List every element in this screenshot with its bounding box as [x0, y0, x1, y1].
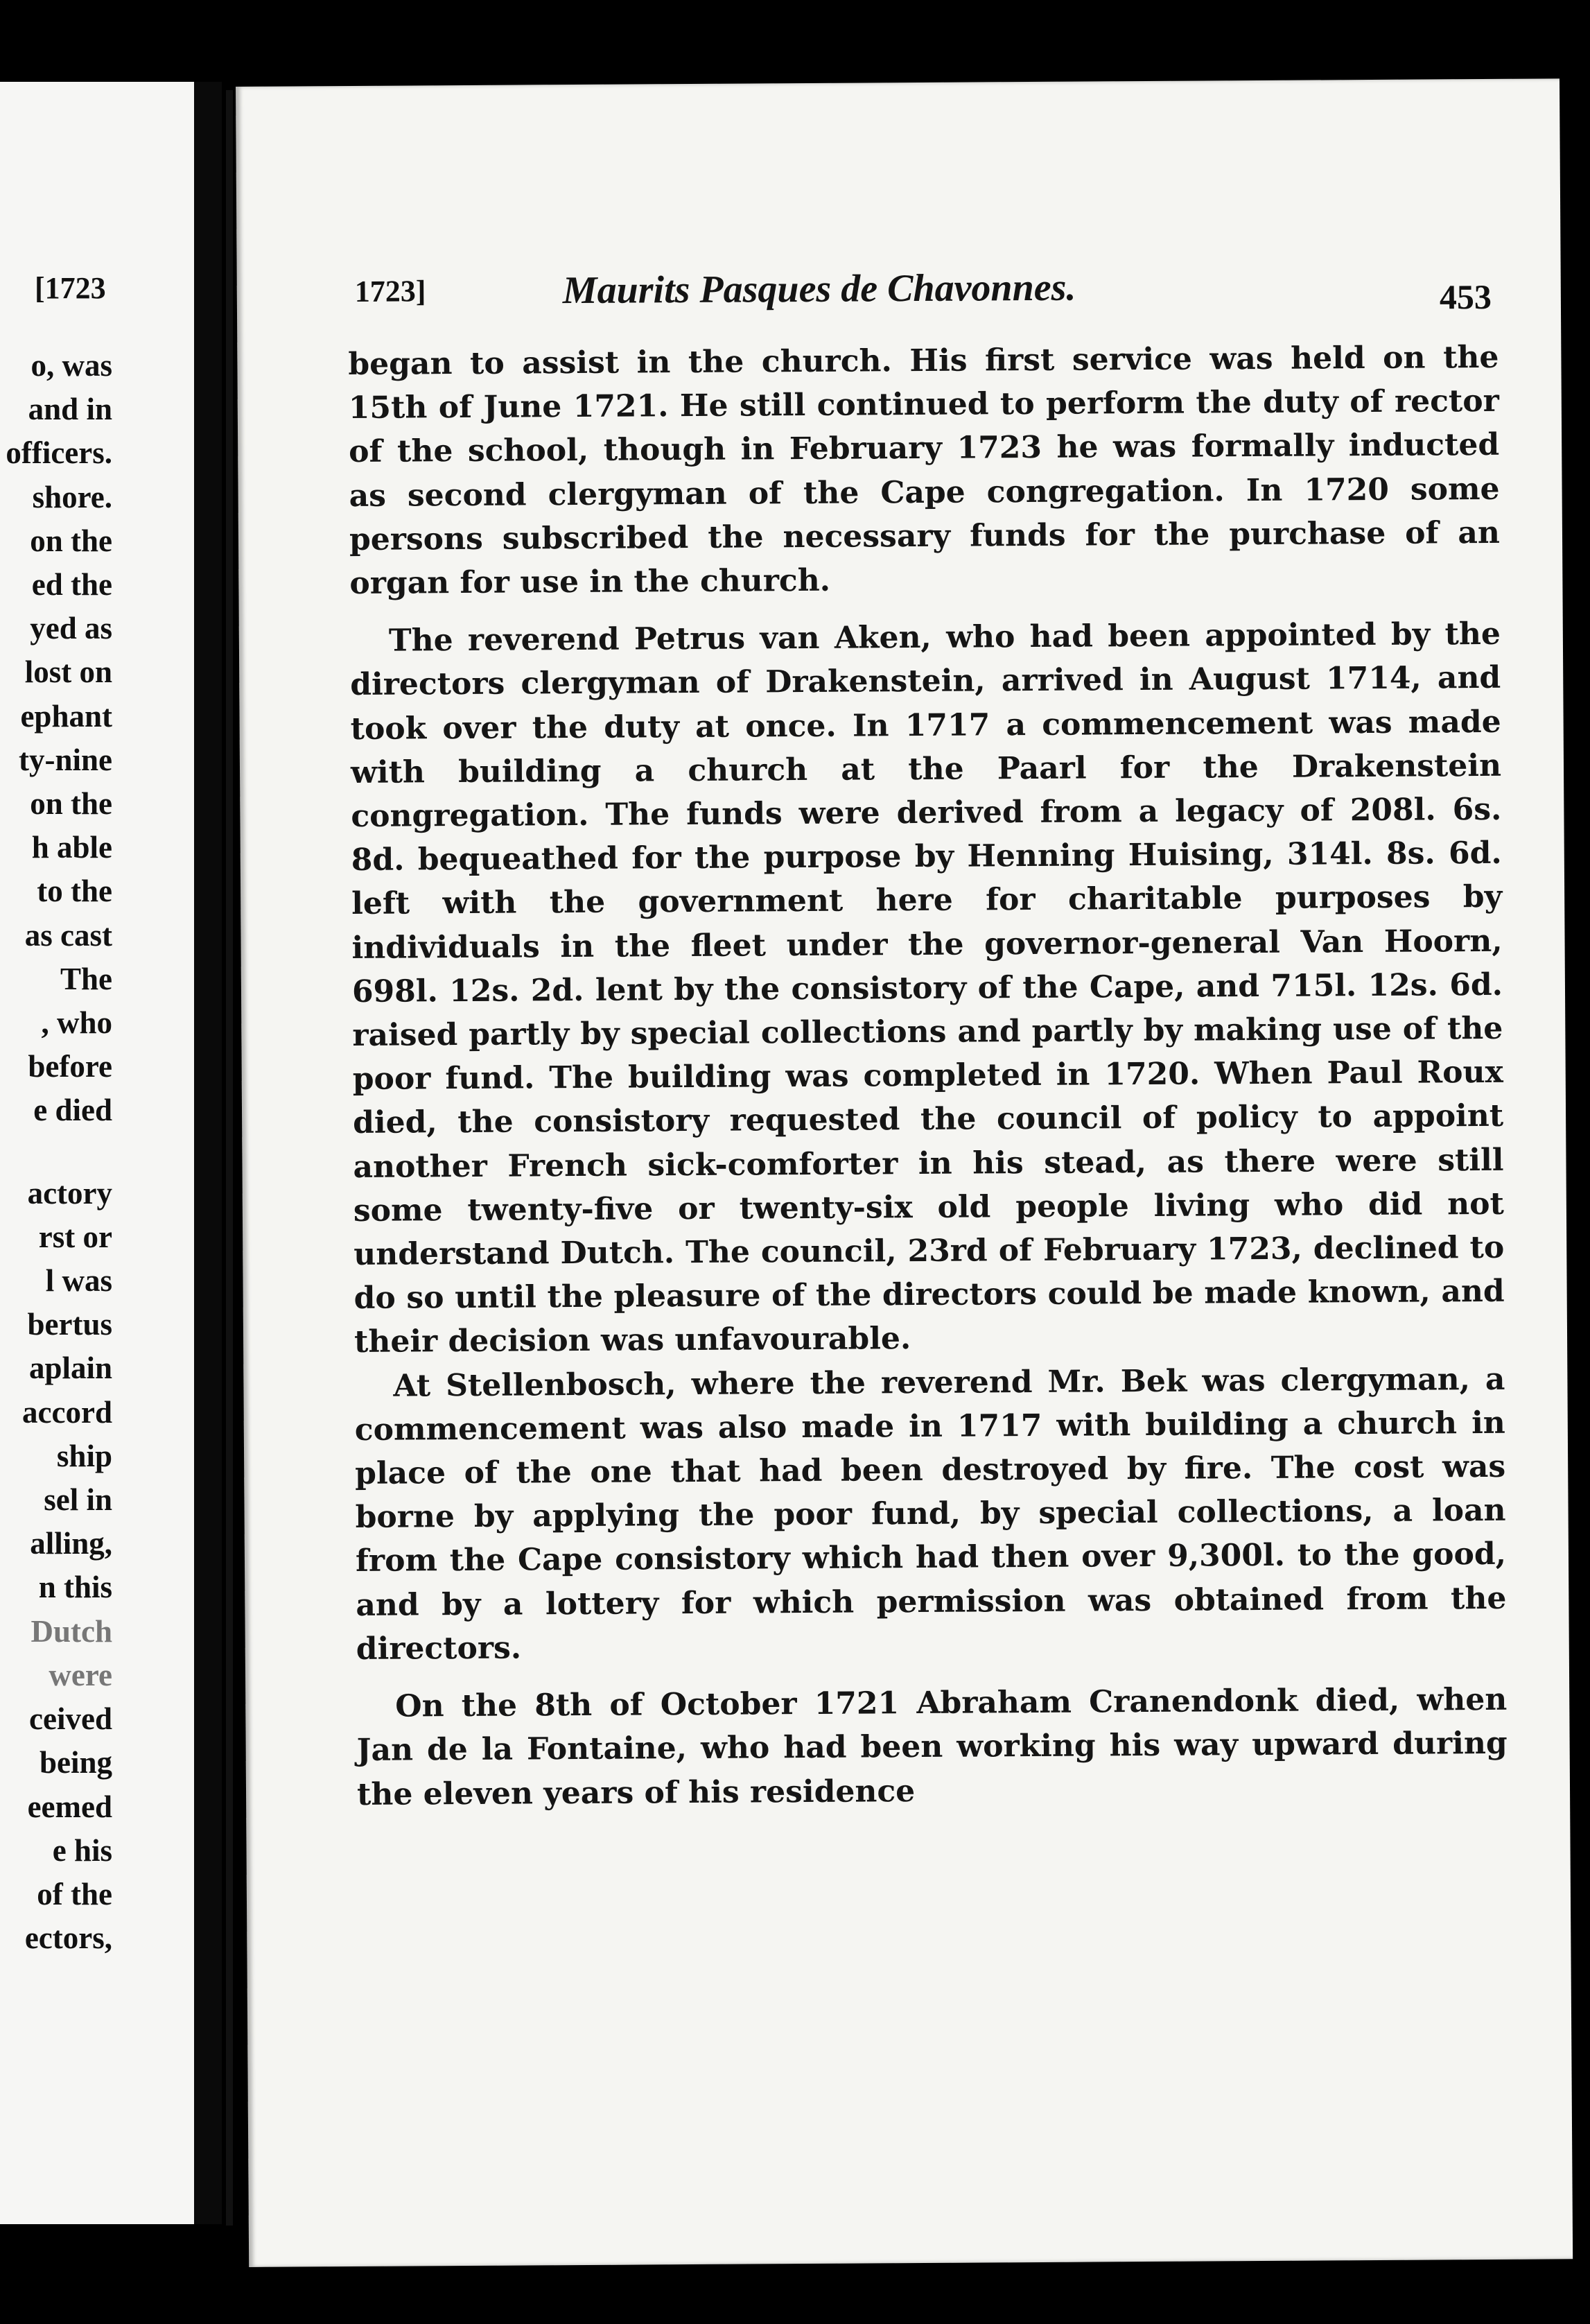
left-page-line: officers.	[6, 435, 112, 471]
left-page-line: ship	[56, 1438, 112, 1473]
left-page-line: , who	[41, 1005, 112, 1041]
left-page-line: of the	[37, 1876, 112, 1911]
body-text	[348, 336, 1508, 1816]
left-page-line: o, was	[30, 348, 112, 383]
left-page-header: [1723	[35, 271, 106, 305]
paragraph: began to assist in the church. His first service was held on the 15th of June 1721. He still continued to perform the duty of rector of the school, though in February 1723 he was formally inducted as second clergyman of the Cape congregation. In 1720 some persons subscribed the necessary funds for the purchase of an organ for use in the church.	[348, 339, 1501, 602]
left-page-line: actory	[27, 1175, 112, 1211]
left-page-line: eemed	[27, 1789, 112, 1824]
left-page-line: n this	[38, 1570, 112, 1605]
book-gutter	[194, 82, 222, 2224]
page-number: 453	[1439, 277, 1492, 317]
left-page-line: shore.	[32, 479, 112, 514]
left-page-line: h able	[31, 830, 112, 865]
left-page-line: bertus	[27, 1307, 112, 1342]
left-page-line: on the	[30, 523, 112, 558]
right-page	[236, 78, 1573, 2267]
left-page-line: Dutch	[30, 1613, 112, 1649]
left-page-line: rst or	[38, 1219, 112, 1254]
running-head	[355, 263, 1492, 325]
left-page-line: sel in	[44, 1482, 112, 1518]
left-page-line: and in	[28, 392, 112, 427]
left-page-line: e died	[33, 1093, 112, 1128]
left-page-line: ectors,	[24, 1920, 112, 1956]
left-page-line: alling,	[30, 1526, 112, 1561]
left-page-line: were	[49, 1657, 112, 1692]
left-page-text	[6, 344, 112, 1960]
paragraph: The reverend Petrus van Aken, who had been appointed by the directors clergyman of Drakenstein, arrived in August 1714, and took over the duty at once. In 1717 a commencement was made with building a church at the Paarl for the Drakenstein congregation. The funds were derived from a legacy of 208l. 6s. 8d. bequeathed for the purpose by Henning Huising, 314l. 8s. 6d. left with the government here for charitable purposes by individuals in the fleet under the governor-general Van Hoorn, 698l. 12s. 2d. lent by the consistory of the Cape, and 715l. 12s. 6d. raised partly by special collections and partly by making use of the poor fund. The building was completed in 1720. When Paul Roux died, the consistory requested the council of policy to appoint another French sick-comforter in his stead, as there were still some twenty-five or twenty-six old people living who did not understand Dutch. The council, 23rd of February 1723, declined to do so until the pleasure of the directors could be made known, and their decision was unfavourable.	[350, 616, 1505, 1360]
left-page-line: l was	[45, 1263, 112, 1299]
left-page-paragraph-gap	[6, 1133, 112, 1172]
left-page-line: as cast	[24, 917, 112, 953]
paragraph: On the 8th of October 1721 Abraham Cranendonk died, when Jan de la Fontaine, who had been working his way upward during the eleven years of his residence	[356, 1681, 1508, 1812]
left-page-line: accord	[22, 1394, 112, 1430]
left-page-line: The	[60, 961, 112, 996]
left-page-line: being	[39, 1745, 112, 1780]
running-head-year: 1723]	[354, 274, 426, 309]
left-page-line: on the	[30, 786, 112, 822]
left-page-line: e his	[52, 1832, 112, 1868]
left-page-line: lost on	[24, 654, 112, 690]
gutter-rule	[226, 90, 233, 2226]
left-page-line: ephant	[20, 698, 112, 734]
left-page-line: aplain	[28, 1351, 112, 1386]
left-page-line: ceived	[29, 1701, 112, 1737]
left-page-line: ed the	[31, 567, 112, 602]
left-page-fragment	[0, 82, 194, 2224]
paragraph: At Stellenbosch, where the reverend Mr. Bek was clergyman, a commencement was also made in 1717 with building a church in place of the one that had been destroyed by fire. The cost was borne by applying the poor fund, by special collections, a loan from the Cape consistory which had then over 9,300l. to the good, and by a lottery for which permission was obtained from the directors.	[354, 1361, 1507, 1667]
left-page-line: yed as	[30, 611, 112, 646]
left-page-line: ty-nine	[19, 742, 112, 777]
left-page-line: to the	[37, 874, 112, 909]
running-head-title: Maurits Pasques de Chavonnes.	[562, 266, 1076, 313]
left-page-line: before	[28, 1049, 112, 1084]
